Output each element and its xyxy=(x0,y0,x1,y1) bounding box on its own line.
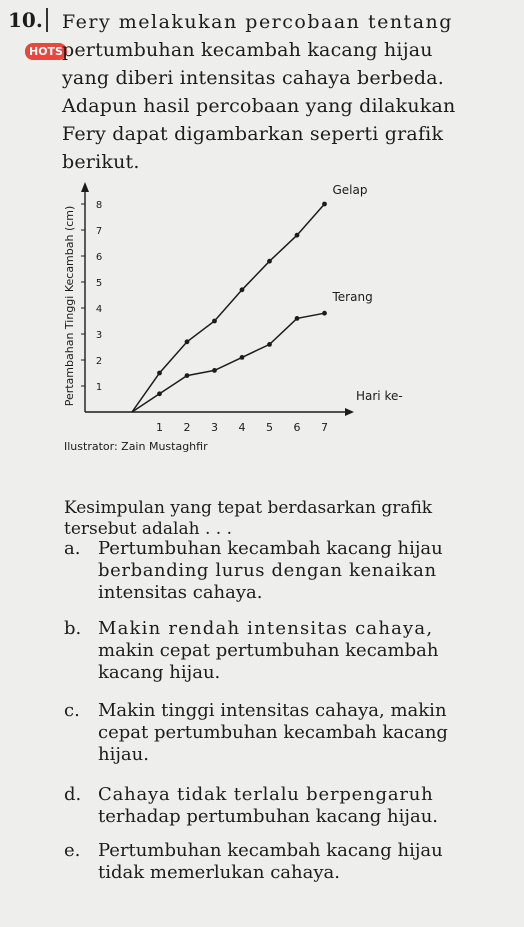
data-point-gelap xyxy=(240,287,245,292)
option-letter: b. xyxy=(64,618,82,639)
option-line: intensitas cahaya. xyxy=(98,582,263,603)
option-letter: c. xyxy=(64,700,80,721)
y-axis-arrowhead xyxy=(81,182,89,192)
stem-line: pertumbuhan kecambah kacang hijau xyxy=(62,39,433,61)
option-line: cepat pertumbuhan kecambah kacang xyxy=(98,722,448,743)
option-line: Makin tinggi intensitas cahaya, makin xyxy=(98,700,447,721)
stem-line: Fery melakukan percobaan tentang xyxy=(62,11,453,33)
x-tick-label: 3 xyxy=(211,421,218,434)
option-line: terhadap pertumbuhan kacang hijau. xyxy=(98,806,439,827)
stem-line: yang diberi intensitas cahaya berbeda. xyxy=(62,67,445,89)
question-stem xyxy=(62,8,517,176)
x-tick-label: 1 xyxy=(156,421,163,434)
growth-line-chart xyxy=(52,183,403,438)
option-line: Makin rendah intensitas cahaya, xyxy=(98,618,434,639)
option-letter: e. xyxy=(64,840,81,861)
data-point-gelap xyxy=(157,371,162,376)
option-line: Pertumbuhan kecambah kacang hijau xyxy=(98,840,443,861)
y-axis-title: Pertambahan Tinggi Kecambah (cm) xyxy=(63,205,76,407)
series-label-terang: Terang xyxy=(332,290,373,305)
option-line: makin cepat pertumbuhan kecambah xyxy=(98,640,439,661)
y-tick-label: 4 xyxy=(95,304,103,315)
prompt-line: Kesimpulan yang tepat berdasarkan grafik xyxy=(64,498,433,518)
question-number: 10. xyxy=(8,8,48,32)
data-point-terang xyxy=(212,368,217,373)
stem-line: Adapun hasil percobaan yang dilakukan xyxy=(62,95,456,117)
y-tick-label: 1 xyxy=(95,382,103,393)
x-tick-label: 4 xyxy=(238,421,246,434)
y-tick-label: 3 xyxy=(95,330,103,341)
y-tick-label: 6 xyxy=(95,252,103,263)
question-prompt xyxy=(64,498,514,540)
data-point-terang xyxy=(267,342,272,347)
illustrator-credit: Ilustrator: Zain Mustaghfir xyxy=(64,440,208,453)
stem-line: Fery dapat digambarkan seperti grafik xyxy=(62,123,444,145)
y-tick-label: 5 xyxy=(95,278,103,289)
y-tick-label: 7 xyxy=(95,226,103,237)
data-point-gelap xyxy=(185,339,190,344)
option-line: kacang hijau. xyxy=(98,662,221,683)
option-line: hijau. xyxy=(98,744,149,765)
x-axis-title: Hari ke- xyxy=(356,389,403,403)
option-line: Pertumbuhan kecambah kacang hijau xyxy=(98,538,443,559)
option-line: Cahaya tidak terlalu berpengaruh xyxy=(98,784,434,805)
data-point-gelap xyxy=(212,319,217,324)
series-label-gelap: Gelap xyxy=(332,183,368,197)
x-tick-label: 2 xyxy=(183,421,191,434)
x-tick-label: 6 xyxy=(293,421,301,434)
y-tick-label: 8 xyxy=(95,200,103,211)
data-point-terang xyxy=(240,355,245,360)
stem-line: berikut. xyxy=(62,151,140,173)
x-tick-label: 5 xyxy=(266,421,273,434)
data-point-terang xyxy=(295,316,300,321)
y-tick-label: 2 xyxy=(95,356,103,367)
data-point-gelap xyxy=(295,233,300,238)
option-line: tidak memerlukan cahaya. xyxy=(98,862,340,883)
data-point-gelap xyxy=(322,202,327,207)
x-axis-arrowhead xyxy=(345,408,354,416)
hots-badge: HOTS xyxy=(25,43,67,60)
data-point-gelap xyxy=(267,259,272,264)
option-line: berbanding lurus dengan kenaikan xyxy=(98,560,437,581)
data-point-terang xyxy=(185,373,190,378)
option-letter: a. xyxy=(64,538,81,559)
data-point-terang xyxy=(157,391,162,396)
data-point-terang xyxy=(322,311,327,316)
option-letter: d. xyxy=(64,784,82,805)
x-tick-label: 7 xyxy=(321,421,328,434)
prompt-line: tersebut adalah . . . xyxy=(64,519,232,539)
series-line-terang xyxy=(132,313,325,412)
